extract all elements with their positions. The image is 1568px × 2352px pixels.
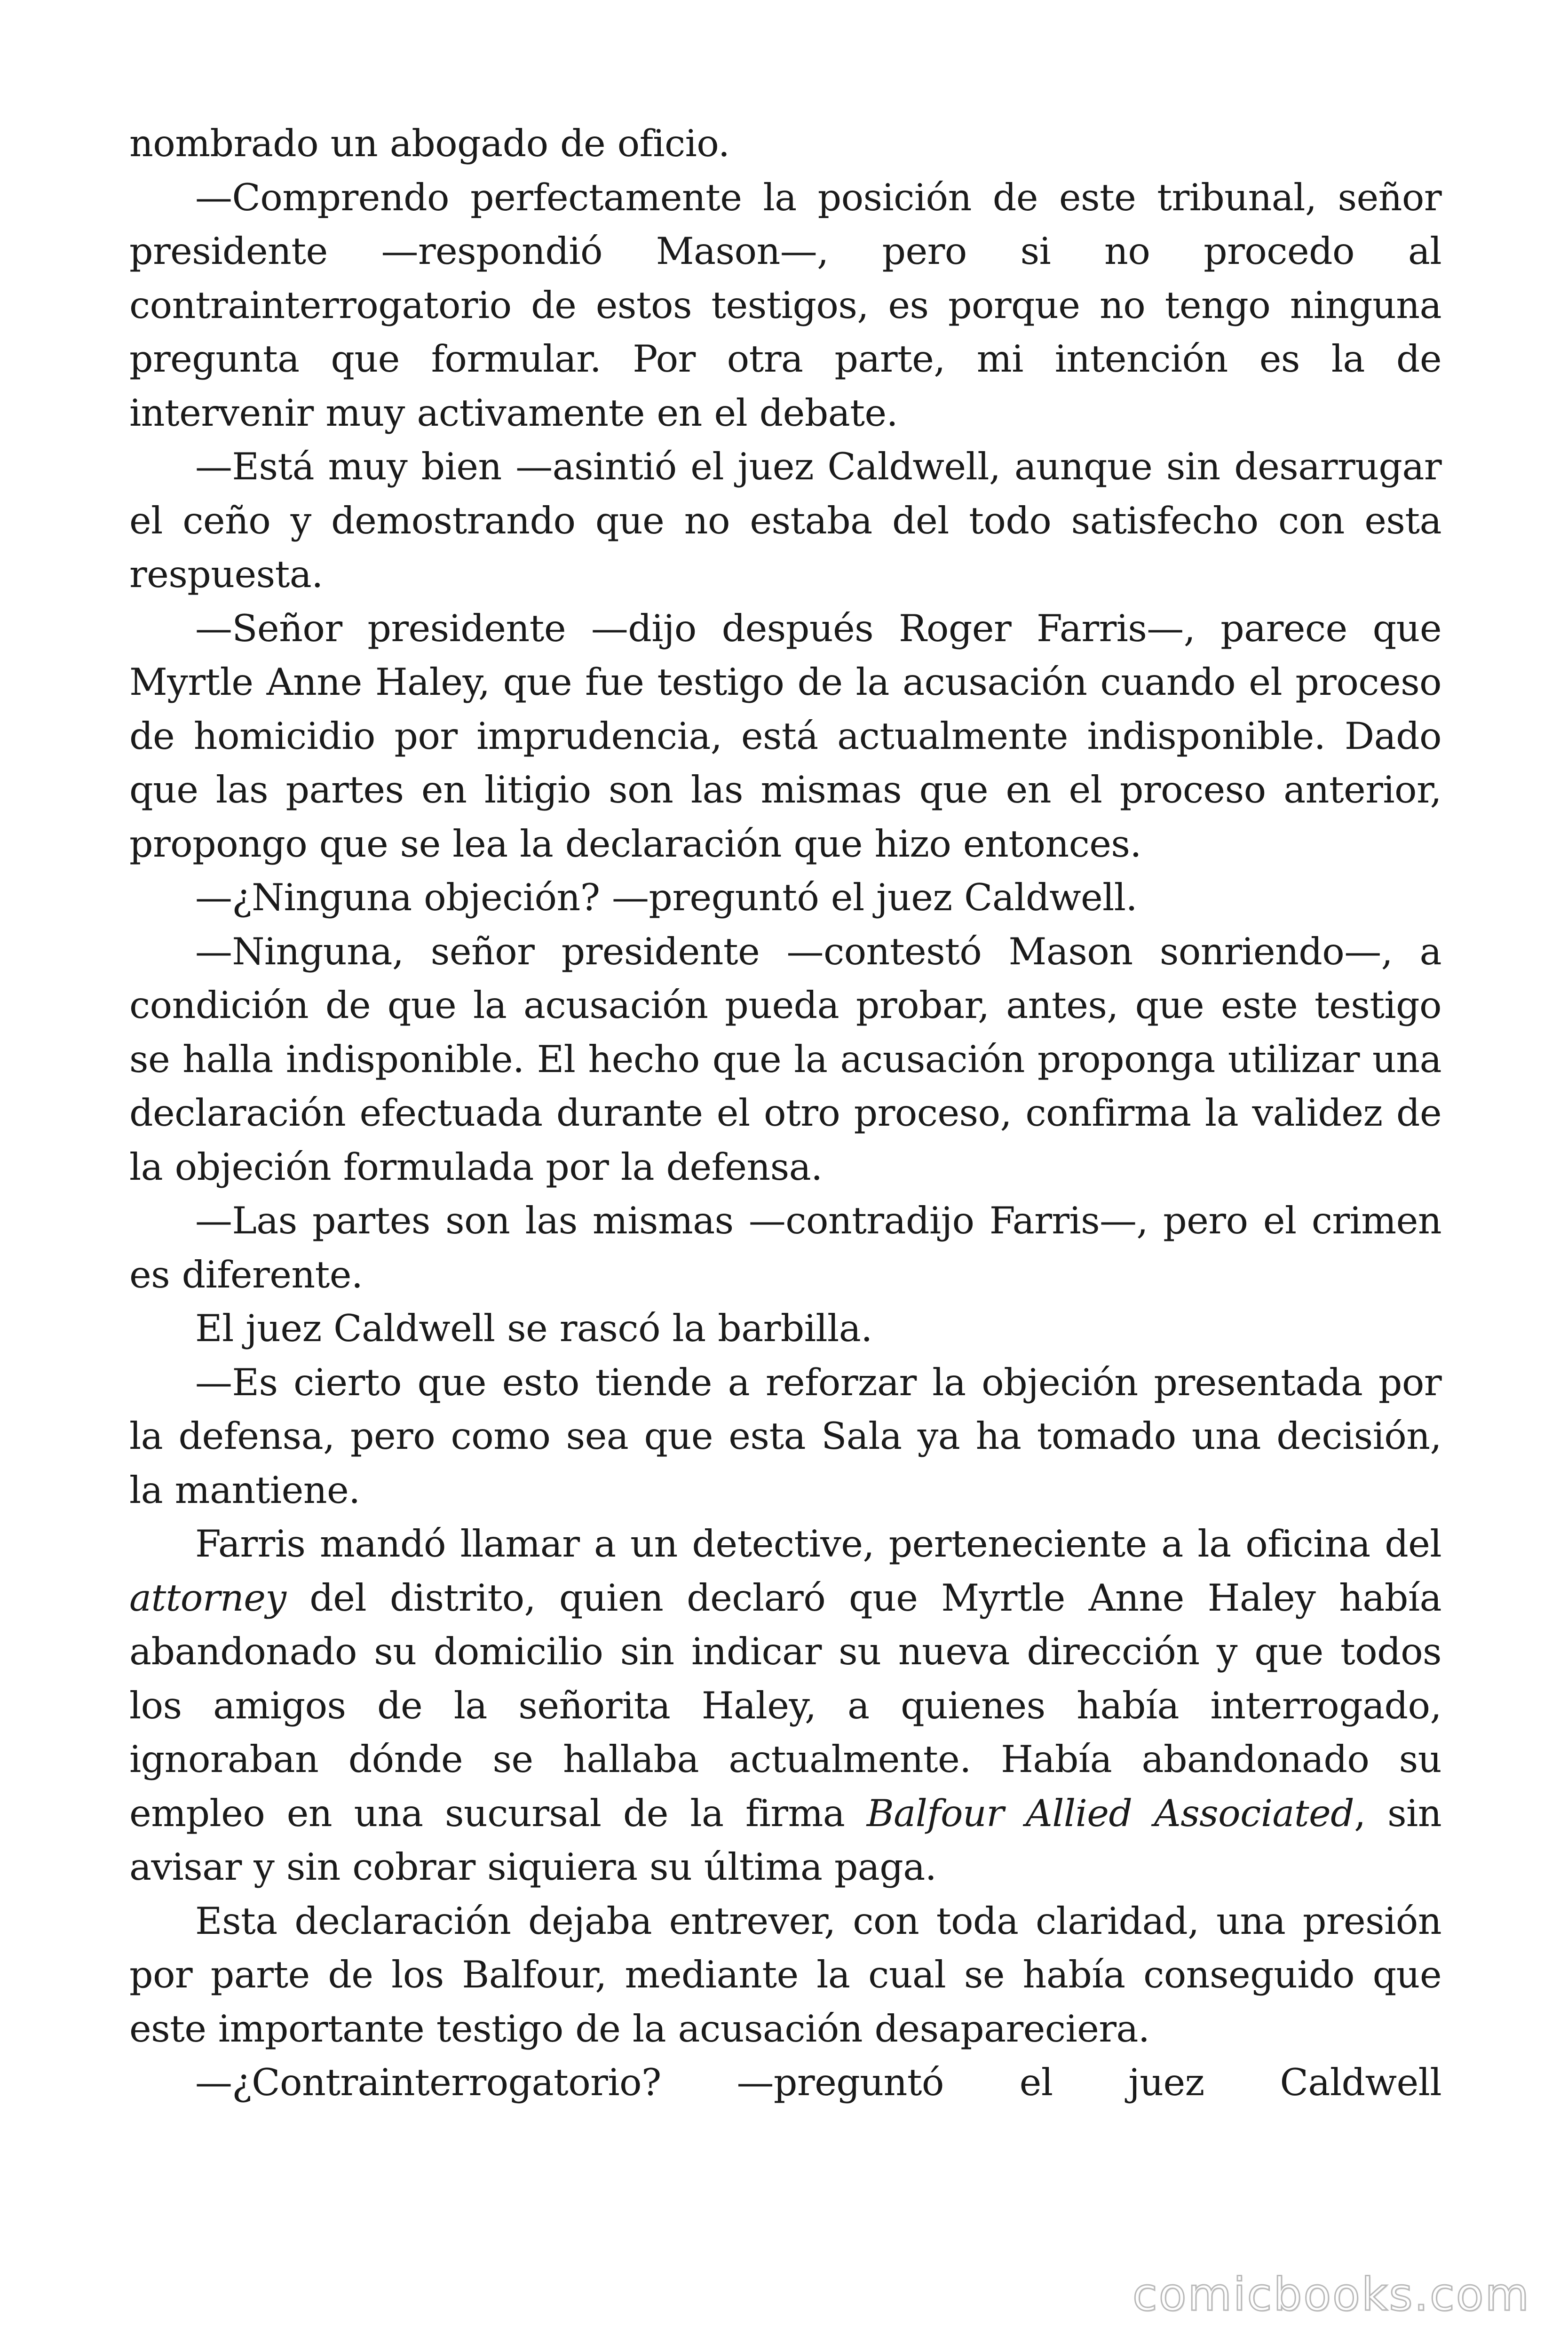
paragraph-10-part-e: , sin avisar y sin cobrar siquiera su última paga.	[129, 1791, 1441, 1889]
paragraph-8: El juez Caldwell se rascó la barbilla.	[195, 1307, 872, 1350]
paragraph-10	[129, 1517, 1441, 1894]
paragraph-3: —Está muy bien —asintió el juez Caldwell, aunque sin desarrugar el ceño y demostrando que no estaba del todo satisfecho con esta respuesta.	[129, 445, 1441, 596]
paragraph-10-italic-company: Balfour Allied Associated	[866, 1791, 1354, 1835]
paragraph-6: —Ninguna, señor presidente —contestó Mason sonriendo—, a condición de que la acusación pueda probar, antes, que este testigo se halla indisponible. El hecho que la acusación proponga utilizar una declaración efectuada durante el otro proceso, confirma la validez de la objeción formulada por la defensa.	[129, 930, 1441, 1189]
paragraph-7: —Las partes son las mismas —contradijo Farris—, pero el crimen es diferente.	[129, 1199, 1441, 1296]
watermark-logo: comicbooks.com	[1132, 2268, 1530, 2321]
paragraph-10-part-c: del distrito, quien declaró que Myrtle Anne Haley había abandonado su domicilio sin indicar su nueva dirección y que todos los amigos de la señorita Haley, a quienes había interrogado, ignoraban dónde se hallaba actualmente. Había abandonado su empleo en una sucursal de la firma	[129, 1576, 1441, 1835]
book-page-text	[129, 117, 1441, 2110]
paragraph-10-italic-attorney: attorney	[129, 1576, 286, 1620]
paragraph-9: —Es cierto que esto tiende a reforzar la objeción presentada por la defensa, pero como sea que esta Sala ya ha tomado una decisión, la mantiene.	[129, 1360, 1441, 1512]
paragraph-10-part-a: Farris mandó llamar a un detective, perteneciente a la oficina del	[195, 1522, 1441, 1565]
paragraph-4: —Señor presidente —dijo después Roger Farris—, parece que Myrtle Anne Haley, que fue testigo de la acusación cuando el proceso de homicidio por imprudencia, está actualmente indisponible. Dado que las partes en litigio son las mismas que en el proceso anterior, propongo que se lea la declaración que hizo entonces.	[129, 606, 1441, 866]
paragraph-12: —¿Contrainterrogatorio? —preguntó el juez Caldwell	[195, 2061, 1441, 2104]
paragraph-5: —¿Ninguna objeción? —preguntó el juez Caldwell.	[195, 876, 1137, 919]
paragraph-1: nombrado un abogado de oficio.	[129, 122, 730, 165]
paragraph-11: Esta declaración dejaba entrever, con toda claridad, una presión por parte de los Balfour, mediante la cual se había conseguido que este importante testigo de la acusación desapareciera.	[129, 1899, 1441, 2050]
paragraph-2: —Comprendo perfectamente la posición de este tribunal, señor presidente —respondió Mason—, pero si no procedo al contrainterrogatorio de estos testigos, es porque no tengo ninguna pregunta que formular. Por otra parte, mi intención es la de intervenir muy activamente en el debate.	[129, 175, 1441, 435]
